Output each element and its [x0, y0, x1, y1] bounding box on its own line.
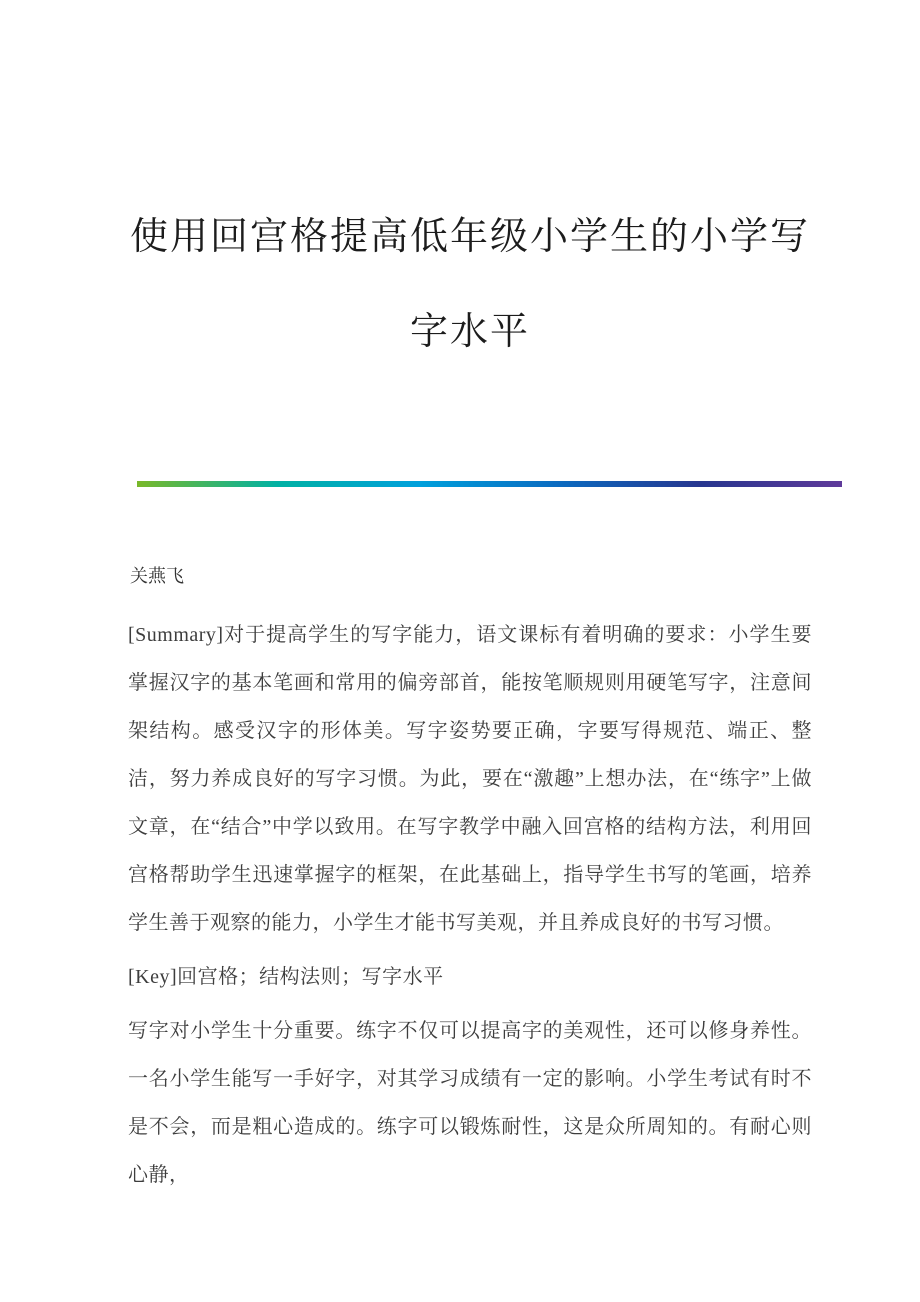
document-body	[128, 611, 812, 1205]
author-name: 关燕飞	[130, 566, 184, 586]
document-title: 使用回宫格提高低年级小学生的小学写字水平	[129, 216, 810, 353]
gradient-divider	[137, 481, 842, 487]
keywords-line: [Key]回宫格；结构法则；写字水平	[128, 966, 444, 988]
body-paragraph: 写字对小学生十分重要。练字不仅可以提高字的美观性，还可以修身养性。一名小学生能写一手好字，对其学习成绩有一定的影响。小学生考试有时不是不会，而是粗心造成的。练字可以锻炼耐性，这是众所周知的。有耐心则心静，	[128, 1020, 812, 1186]
summary-paragraph: [Summary]对于提高学生的写字能力，语文课标有着明确的要求：小学生要掌握汉字的基本笔画和常用的偏旁部首，能按笔顺规则用硬笔写字，注意间架结构。感受汉字的形体美。写字姿势要正确，字要写得规范、端正、整洁，努力养成良好的写字习惯。为此，要在“激趣”上想办法，在“练字”上做文章，在“结合”中学以致用。在写字教学中融入回宫格的结构方法，利用回宫格帮助学生迅速掌握字的框架，在此基础上，指导学生书写的笔画，培养学生善于观察的能力，小学生才能书写美观，并且养成良好的书写习惯。	[128, 624, 812, 934]
